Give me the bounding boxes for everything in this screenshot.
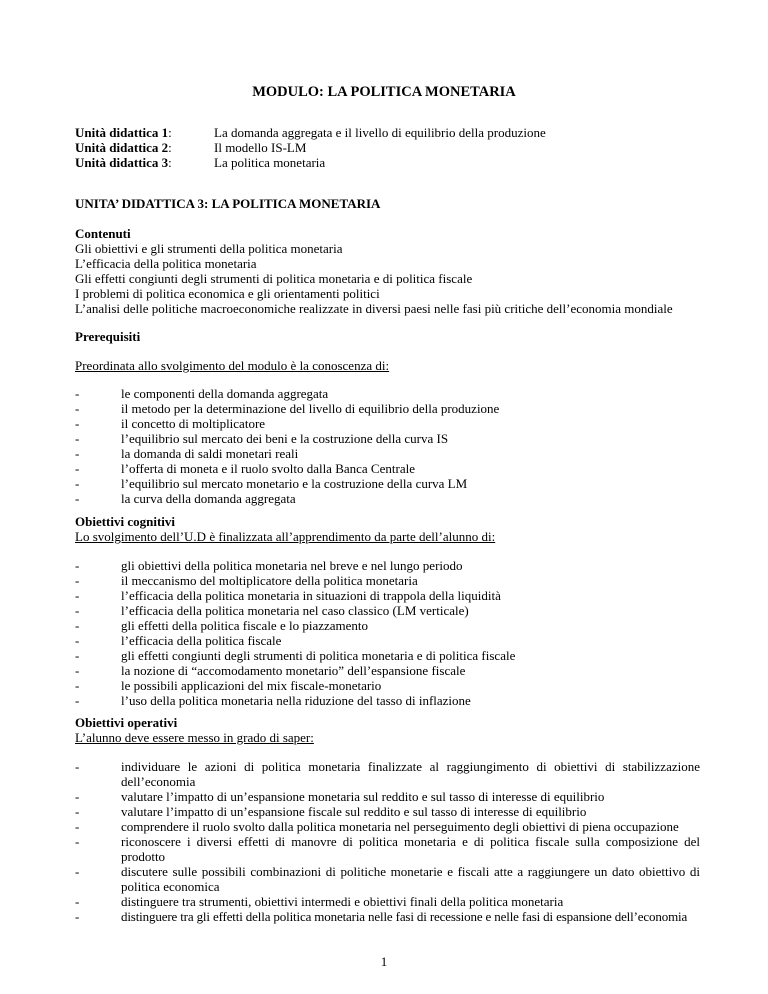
list-item: - l’equilibrio sul mercato dei beni e la costruzione della curva IS [75,431,449,446]
contenuti-list [75,241,673,316]
unit-heading: UNITA’ DIDATTICA 3: LA POLITICA MONETARIA [75,196,381,211]
prerequisiti-list [75,386,700,506]
list-item: - individuare le azioni di politica monetaria finalizzate al raggiungimento di obiettivi di stabilizzazione dell’economia [75,759,700,789]
list-item: - riconoscere i diversi effetti di manovre di politica monetaria e di politica fiscale sulla composizione del prodotto [75,834,700,864]
contenuti-line: Gli obiettivi e gli strumenti della politica monetaria [75,241,343,256]
contenuti-line: L’analisi delle politiche macroeconomiche realizzate in diversi paesi nelle fasi più critiche dell’economia mondiale [75,301,673,316]
unit-row: Unità didattica 1: La domanda aggregata e il livello di equilibrio della produzione [75,125,546,140]
obiettivi-cognitivi-heading: Obiettivi cognitivi [75,514,176,529]
unit-title: La politica monetaria [214,155,326,170]
list-item: - valutare l’impatto di un’espansione monetaria sul reddito e sul tasso di interesse di equilibrio [75,789,605,804]
list-item: - le componenti della domanda aggregata [75,386,329,401]
list-item: - l’efficacia della politica monetaria in situazioni di trappola della liquidità [75,588,501,603]
list-item: - la curva della domanda aggregata [75,491,296,506]
list-item: - l’efficacia della politica monetaria nel caso classico (LM verticale) [75,603,469,618]
list-item: - gli obiettivi della politica monetaria nel breve e nel lungo periodo [75,558,463,573]
list-item: - il concetto di moltiplicatore [75,416,266,431]
obiettivi-cognitivi-list [75,558,700,708]
prerequisiti-heading: Prerequisiti [75,329,141,344]
list-item: - comprendere il ruolo svolto dalla politica monetaria nel perseguimento degli obiettivi di piena occupazione [75,819,679,834]
unit-label: Unità didattica 3 [75,155,169,170]
list-item: - distinguere tra gli effetti della politica monetaria nelle fasi di recessione e nelle fasi di espansione dell’economia [75,909,688,924]
list-item: - l’offerta di moneta e il ruolo svolto dalla Banca Centrale [75,461,415,476]
obiettivi-operativi-list [75,759,700,924]
unit-title: Il modello IS-LM [214,140,307,155]
list-item: - il meccanismo del moltiplicatore della politica monetaria [75,573,418,588]
list-item: - le possibili applicazioni del mix fiscale-monetario [75,678,382,693]
contenuti-line: I problemi di politica economica e gli orientamenti politici [75,286,380,301]
contenuti-line: L’efficacia della politica monetaria [75,256,257,271]
obiettivi-operativi-heading: Obiettivi operativi [75,715,178,730]
list-item: - gli effetti della politica fiscale e lo piazzamento [75,618,369,633]
page-number: 1 [380,954,388,969]
list-item: - valutare l’impatto di un’espansione fiscale sul reddito e sul tasso di interesse di equilibrio [75,804,587,819]
list-item: - la nozione di “accomodamento monetario” dell’espansione fiscale [75,663,466,678]
list-item: - gli effetti congiunti degli strumenti di politica monetaria e di politica fiscale [75,648,516,663]
prerequisiti-intro: Preordinata allo svolgimento del modulo è la conoscenza di: [75,358,390,373]
unit-row: Unità didattica 3: La politica monetaria [75,155,326,170]
unit-row: Unità didattica 2: Il modello IS-LM [75,140,307,155]
list-item: - discutere sulle possibili combinazioni di politiche monetarie e fiscali atte a raggiungere un dato obiettivo di politica economica [75,864,700,894]
unit-title: La domanda aggregata e il livello di equilibrio della produzione [214,125,546,140]
contenuti-heading: Contenuti [75,226,131,241]
list-item: - l’equilibrio sul mercato monetario e la costruzione della curva LM [75,476,468,491]
list-item: - l’efficacia della politica fiscale [75,633,282,648]
list-item: - la domanda di saldi monetari reali [75,446,299,461]
contenuti-line: Gli effetti congiunti degli strumenti di politica monetaria e di politica fiscale [75,271,473,286]
unit-label: Unità didattica 1 [75,125,169,140]
units-list [75,125,546,170]
obiettivi-cognitivi-intro: Lo svolgimento dell’U.D è finalizzata all’apprendimento da parte dell’alunno di: [75,529,496,544]
list-item: - l’uso della politica monetaria nella riduzione del tasso di inflazione [75,693,471,708]
list-item: - distinguere tra strumenti, obiettivi intermedi e obiettivi finali della politica monetaria [75,894,564,909]
unit-label: Unità didattica 2 [75,140,169,155]
list-item: - il metodo per la determinazione del livello di equilibrio della produzione [75,401,500,416]
obiettivi-operativi-intro: L’alunno deve essere messo in grado di saper: [75,730,314,745]
module-title: MODULO: LA POLITICA MONETARIA [252,84,516,100]
